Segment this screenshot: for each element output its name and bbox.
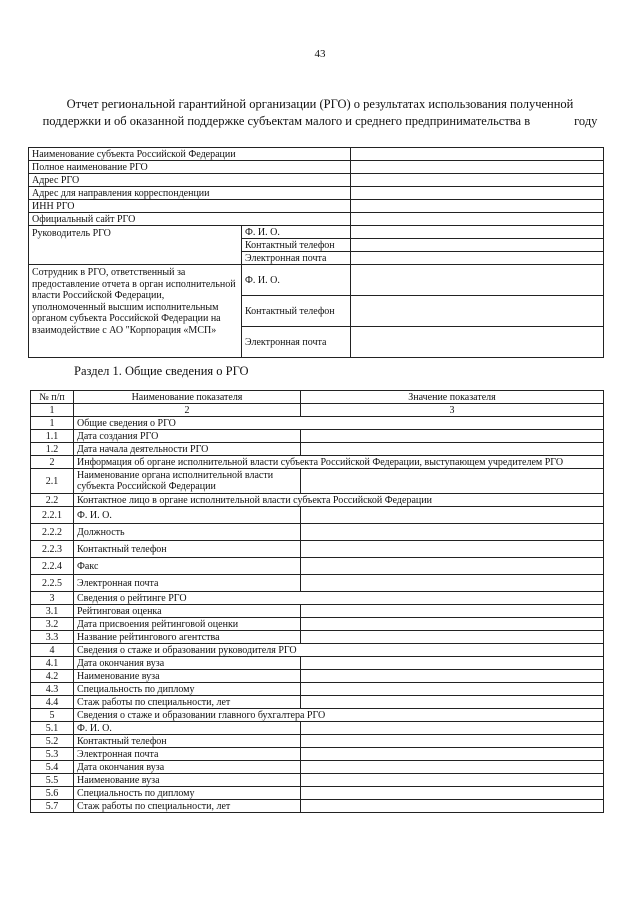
row-indicator-name: Сведения о рейтинге РГО [74,592,604,605]
row-indicator-name: Информация об органе исполнительной власти субъекта Российской Федерации, выступающем учредителем РГО [74,456,604,469]
row-indicator-value[interactable] [301,443,604,456]
employee-row [29,265,604,296]
info-row [29,187,604,200]
rgo-info-table [28,147,604,358]
info-row [29,148,604,161]
row-indicator-name: Дата присвоения рейтинговой оценки [74,618,301,631]
row-indicator-name: Ф. И. О. [74,507,301,524]
row-indicator-name: Факс [74,558,301,575]
employee-field-value[interactable] [351,296,604,327]
head-field-label: Электронная почта [242,252,351,265]
title-line-1: Отчет региональной гарантийной организации (РГО) о результатах использования полученной [66,97,574,111]
employee-field-label: Ф. И. О. [242,265,351,296]
row-number: 4.4 [31,696,74,709]
table-column-numbers-row [31,404,604,417]
employee-field-value[interactable] [351,265,604,296]
table-row [31,592,604,605]
row-indicator-value[interactable] [301,735,604,748]
row-indicator-value[interactable] [301,761,604,774]
row-indicator-value[interactable] [301,800,604,813]
row-indicator-value[interactable] [301,618,604,631]
info-row-label: ИНН РГО [29,200,351,213]
table-row [31,456,604,469]
row-indicator-name: Электронная почта [74,575,301,592]
info-row-value[interactable] [351,174,604,187]
table-row [31,748,604,761]
row-number: 5.4 [31,761,74,774]
table-row [31,631,604,644]
row-number: 3.2 [31,618,74,631]
row-number: 5.1 [31,722,74,735]
row-indicator-value[interactable] [301,631,604,644]
info-row-value[interactable] [351,200,604,213]
row-indicator-name: Контактный телефон [74,541,301,558]
employee-field-label: Электронная почта [242,327,351,358]
row-indicator-value[interactable] [301,541,604,558]
head-label: Руководитель РГО [29,226,242,265]
row-number: 4.2 [31,670,74,683]
row-indicator-name: Специальность по диплому [74,787,301,800]
head-field-label: Ф. И. О. [242,226,351,239]
row-number: 4.1 [31,657,74,670]
table-row [31,417,604,430]
row-indicator-name: Электронная почта [74,748,301,761]
table-row [31,761,604,774]
info-row-value[interactable] [351,148,604,161]
info-row [29,174,604,187]
row-indicator-name: Наименование органа исполнительной власти субъекта Российской Федерации [74,469,301,494]
row-number: 2.2.2 [31,524,74,541]
info-row-label: Полное наименование РГО [29,161,351,174]
row-indicator-name: Наименование вуза [74,774,301,787]
row-number: 5 [31,709,74,722]
table-row [31,787,604,800]
row-indicator-name: Дата окончания вуза [74,761,301,774]
row-indicator-value[interactable] [301,605,604,618]
table-row [31,670,604,683]
row-number: 1.1 [31,430,74,443]
row-indicator-name: Специальность по диплому [74,683,301,696]
row-number: 5.6 [31,787,74,800]
table-row [31,558,604,575]
section-1-title: Раздел 1. Общие сведения о РГО [74,364,249,378]
table-row [31,800,604,813]
header-number: № п/п [31,391,74,404]
row-indicator-name: Дата окончания вуза [74,657,301,670]
table-row [31,469,604,494]
table-row [31,605,604,618]
row-indicator-value[interactable] [301,683,604,696]
info-row-label: Адрес РГО [29,174,351,187]
table-row [31,430,604,443]
row-indicator-value[interactable] [301,657,604,670]
info-row-value[interactable] [351,161,604,174]
row-indicator-name: Сведения о стаже и образовании руководителя РГО [74,644,604,657]
row-indicator-name: Ф. И. О. [74,722,301,735]
title-line-2 [40,113,600,130]
row-indicator-value[interactable] [301,748,604,761]
employee-label: Сотрудник в РГО, ответственный за предоставление отчета в орган исполнительной власти Российской Федерации, уполномоченный высшим исполнительным органом субъекта Российской Федерации на взаимодействие с АО "Корпорация «МСП» [29,265,242,358]
row-number: 3 [31,592,74,605]
row-indicator-name: Должность [74,524,301,541]
row-indicator-name: Наименование вуза [74,670,301,683]
employee-field-label: Контактный телефон [242,296,351,327]
row-number: 2.2.4 [31,558,74,575]
header-indicator-name: Наименование показателя [74,391,301,404]
row-indicator-value[interactable] [301,507,604,524]
row-number: 2.2.1 [31,507,74,524]
info-row [29,213,604,226]
row-number: 2.2.5 [31,575,74,592]
row-indicator-value[interactable] [301,575,604,592]
column-number-1: 1 [31,404,74,417]
head-row [29,226,604,239]
row-number: 2 [31,456,74,469]
column-number-2: 2 [74,404,301,417]
info-row [29,200,604,213]
row-indicator-value[interactable] [301,670,604,683]
row-indicator-value[interactable] [301,696,604,709]
row-indicator-name: Рейтинговая оценка [74,605,301,618]
row-number: 5.7 [31,800,74,813]
table-row [31,722,604,735]
table-row [31,657,604,670]
table-row [31,541,604,558]
row-number: 2.1 [31,469,74,494]
head-field-value[interactable] [351,239,604,252]
row-number: 2.2.3 [31,541,74,558]
info-row [29,161,604,174]
info-row-value[interactable] [351,213,604,226]
row-indicator-value[interactable] [301,469,604,494]
head-field-value[interactable] [351,252,604,265]
info-row-label: Наименование субъекта Российской Федерации [29,148,351,161]
row-number: 4 [31,644,74,657]
row-number: 4.3 [31,683,74,696]
table-row [31,709,604,722]
row-indicator-name: Дата создания РГО [74,430,301,443]
table-row [31,524,604,541]
head-field-value[interactable] [351,226,604,239]
row-indicator-name: Дата начала деятельности РГО [74,443,301,456]
row-indicator-value[interactable] [301,524,604,541]
row-number: 5.2 [31,735,74,748]
row-indicator-name: Название рейтингового агентства [74,631,301,644]
row-number: 3.3 [31,631,74,644]
document-title [40,96,600,130]
table-row [31,494,604,507]
row-number: 2.2 [31,494,74,507]
table-row [31,618,604,631]
head-field-label: Контактный телефон [242,239,351,252]
row-indicator-name: Контактный телефон [74,735,301,748]
row-indicator-value[interactable] [301,774,604,787]
table-row [31,735,604,748]
row-number: 5.3 [31,748,74,761]
row-indicator-value[interactable] [301,558,604,575]
row-indicator-name: Общие сведения о РГО [74,417,604,430]
row-indicator-value[interactable] [301,722,604,735]
row-number: 1 [31,417,74,430]
title-line-2-end: году [574,114,598,128]
row-indicator-name: Стаж работы по специальности, лет [74,800,301,813]
info-row-label: Адрес для направления корреспонденции [29,187,351,200]
table-row [31,443,604,456]
column-number-3: 3 [301,404,604,417]
general-info-table [30,390,604,813]
row-indicator-value[interactable] [301,787,604,800]
row-indicator-name: Стаж работы по специальности, лет [74,696,301,709]
row-indicator-value[interactable] [301,430,604,443]
page-number: 43 [314,48,326,60]
row-number: 5.5 [31,774,74,787]
title-line-2-start: поддержки и об оказанной поддержке субъектам малого и среднего предпринимательства в [42,114,531,128]
table-row [31,683,604,696]
info-row-value[interactable] [351,187,604,200]
row-indicator-name: Сведения о стаже и образовании главного бухгалтера РГО [74,709,604,722]
table-row [31,644,604,657]
row-number: 3.1 [31,605,74,618]
row-number: 1.2 [31,443,74,456]
table-row [31,507,604,524]
row-indicator-name: Контактное лицо в органе исполнительной власти субъекта Российской Федерации [74,494,604,507]
table-row [31,774,604,787]
employee-field-value[interactable] [351,327,604,358]
table-row [31,696,604,709]
table-header-row [31,391,604,404]
info-row-label: Официальный сайт РГО [29,213,351,226]
header-indicator-value: Значение показателя [301,391,604,404]
table-row [31,575,604,592]
